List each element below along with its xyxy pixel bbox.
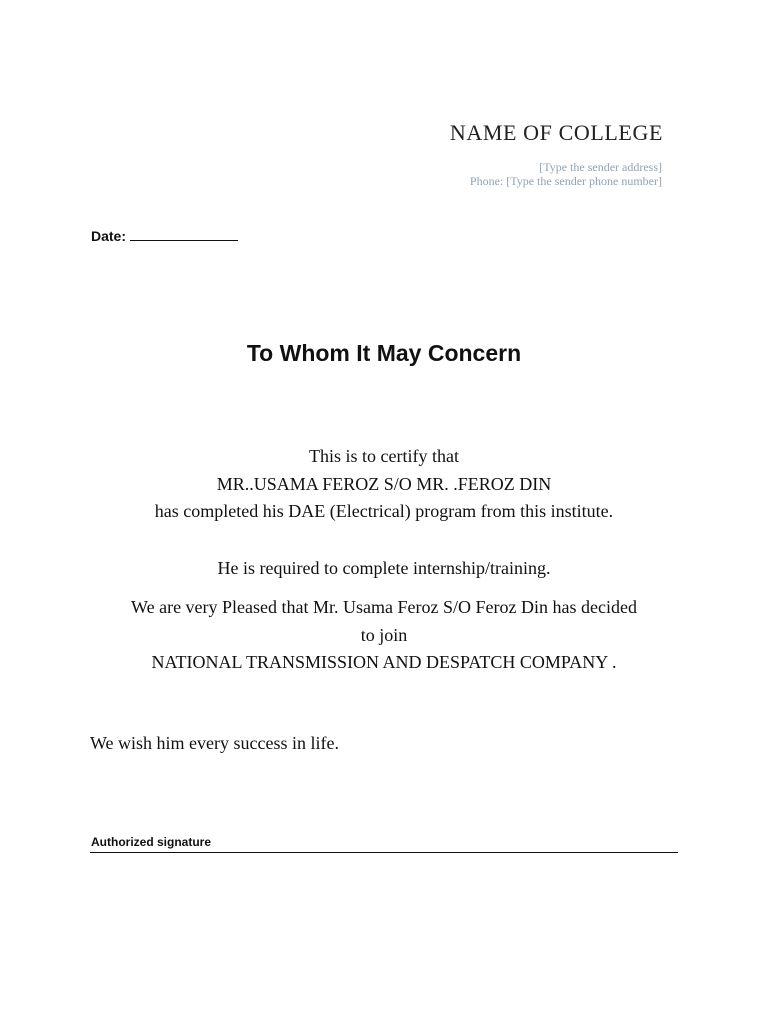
closing-wish: We wish him every success in life. bbox=[90, 733, 339, 753]
signature-line bbox=[90, 852, 678, 853]
date-blank-line bbox=[130, 227, 238, 241]
letter-heading: To Whom It May Concern bbox=[246, 340, 522, 366]
sender-address-placeholder: [Type the sender address] bbox=[539, 160, 662, 174]
body-line-pleased: We are very Pleased that Mr. Usama Feroz S/O Feroz Din has decided bbox=[131, 597, 637, 617]
date-label: Date: bbox=[91, 228, 127, 244]
body-line-certify: This is to certify that bbox=[309, 446, 459, 466]
signature-label: Authorized signature bbox=[91, 835, 212, 849]
body-line-company: NATIONAL TRANSMISSION AND DESPATCH COMPANY . bbox=[151, 652, 617, 672]
body-line-internship: He is required to complete internship/training. bbox=[217, 558, 551, 578]
body-line-program: has completed his DAE (Electrical) program from this institute. bbox=[154, 501, 614, 521]
date-row bbox=[91, 227, 238, 244]
body-line-to-join: to join bbox=[360, 625, 408, 645]
college-name: NAME OF COLLEGE bbox=[449, 120, 663, 145]
body-line-student-name: MR..USAMA FEROZ S/O MR. .FEROZ DIN bbox=[216, 474, 552, 494]
sender-phone-placeholder: Phone: [Type the sender phone number] bbox=[469, 174, 662, 188]
